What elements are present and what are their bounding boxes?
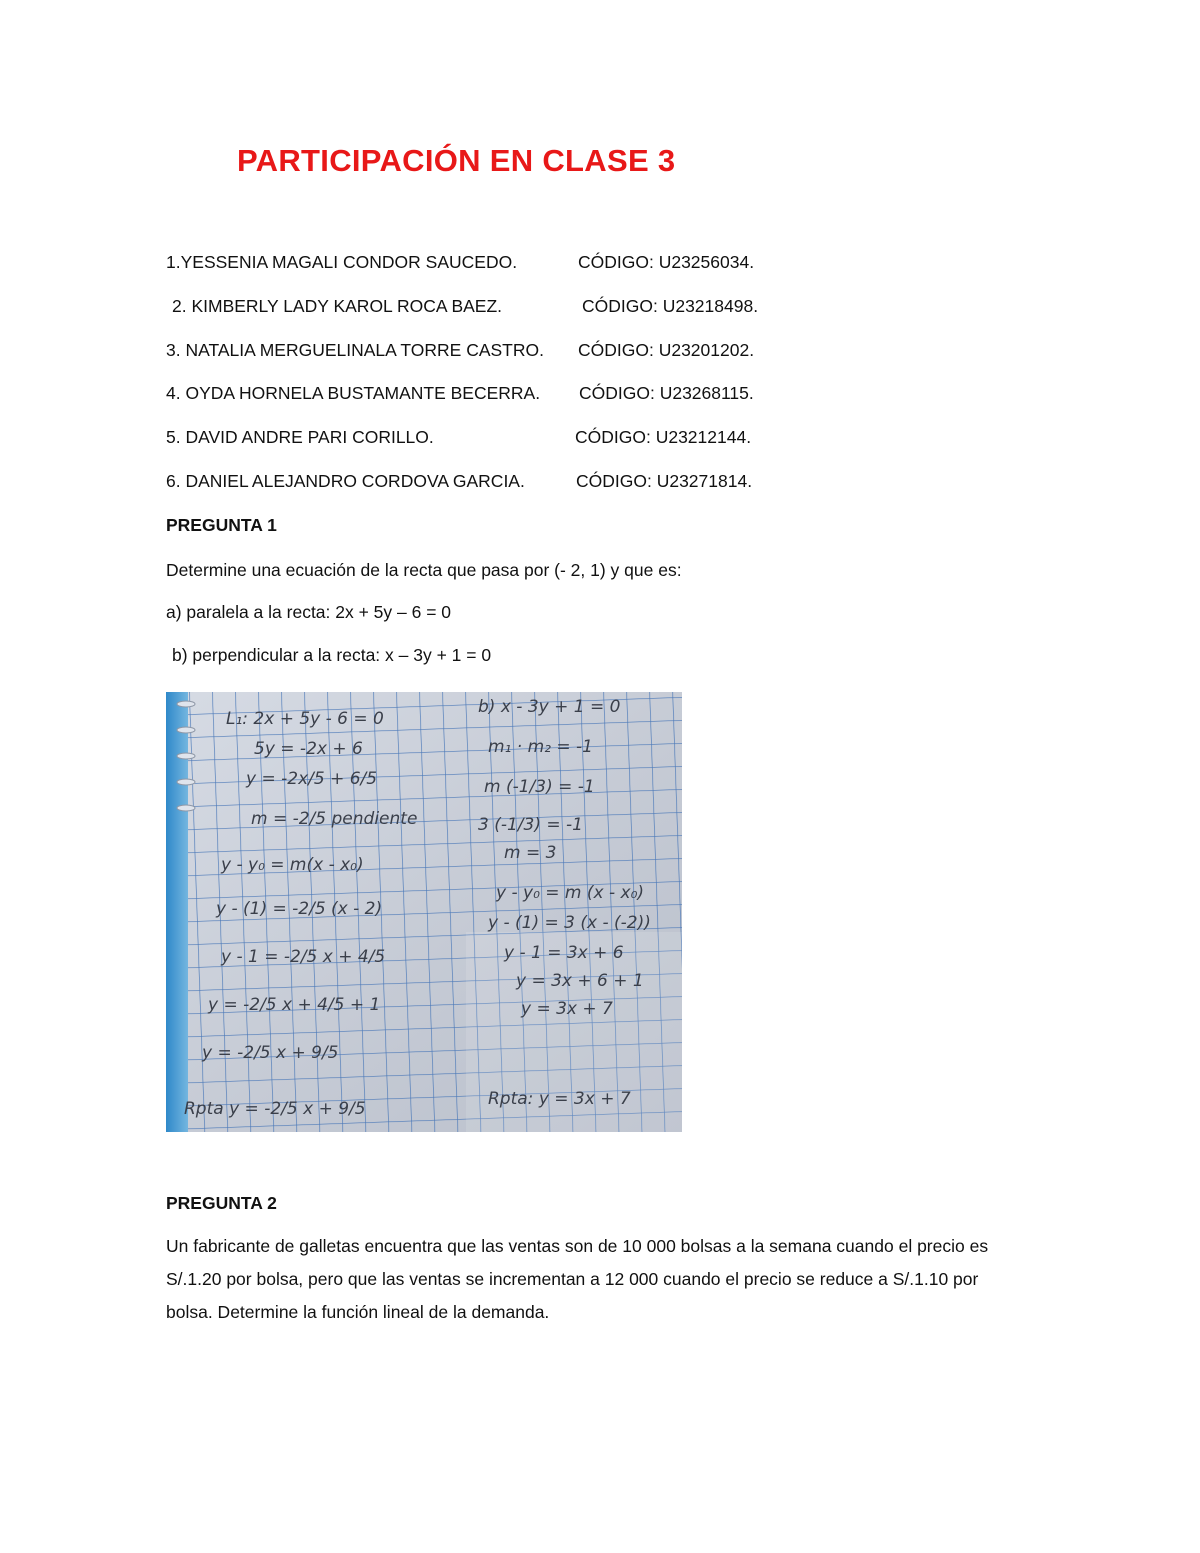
handwritten-line: y = 3x + 6 + 1 xyxy=(516,971,644,991)
member-row xyxy=(0,340,1000,366)
member-row xyxy=(0,296,1000,322)
member-name: 2. KIMBERLY LADY KAROL ROCA BAEZ. xyxy=(172,296,503,316)
handwritten-line: Rpta y = -2/5 x + 9/5 xyxy=(184,1099,366,1119)
member-row xyxy=(0,252,1000,278)
handwritten-line: m (-1/3) = -1 xyxy=(484,777,595,797)
handwritten-line: b) x - 3y + 1 = 0 xyxy=(478,697,621,717)
member-row xyxy=(0,427,1000,453)
member-row xyxy=(0,471,1000,497)
handwritten-line: y = -2x/5 + 6/5 xyxy=(246,769,378,789)
handwritten-line: y - 1 = 3x + 6 xyxy=(504,943,624,963)
handwritten-line: 3 (-1/3) = -1 xyxy=(478,815,583,835)
notebook-grid-image xyxy=(166,692,682,1132)
handwritten-line: y = 3x + 7 xyxy=(521,999,613,1019)
handwritten-line: m = 3 xyxy=(504,843,557,863)
handwritten-line: y - (1) = -2/5 (x - 2) xyxy=(216,899,383,919)
handwritten-line: L₁: 2x + 5y - 6 = 0 xyxy=(226,709,384,729)
member-code: CÓDIGO: U23268115. xyxy=(579,383,754,403)
handwritten-line: y - y₀ = m (x - x₀) xyxy=(496,883,645,903)
member-name: 1.YESSENIA MAGALI CONDOR SAUCEDO. xyxy=(166,252,518,272)
member-code: CÓDIGO: U23218498. xyxy=(582,296,759,316)
handwritten-line: y = -2/5 x + 4/5 + 1 xyxy=(208,995,381,1015)
member-code: CÓDIGO: U23256034. xyxy=(578,252,755,272)
handwritten-line: y = -2/5 x + 9/5 xyxy=(202,1043,339,1063)
handwritten-line: y - y₀ = m(x - x₀) xyxy=(221,855,364,875)
member-code: CÓDIGO: U23271814. xyxy=(576,471,753,491)
page-title: PARTICIPACIÓN EN CLASE 3 xyxy=(237,143,676,178)
question-2-heading: PREGUNTA 2 xyxy=(166,1193,277,1213)
question-2-statement: Un fabricante de galletas encuentra que las ventas son de 10 000 bolsas a la semana cuando el precio es S/.1.20 por bolsa, pero que las ventas se incrementan a 12 000 cuando el precio se reduce a S/.1.10 por bolsa. Determine la función lineal de la demanda. xyxy=(166,1236,989,1322)
member-name: 6. DANIEL ALEJANDRO CORDOVA GARCIA. xyxy=(166,471,525,491)
question-1-part-a: a) paralela a la recta: 2x + 5y – 6 = 0 xyxy=(166,602,452,622)
member-code: CÓDIGO: U23212144. xyxy=(575,427,752,447)
member-row xyxy=(0,383,1000,409)
member-code: CÓDIGO: U23201202. xyxy=(578,340,755,360)
handwritten-line: m₁ · m₂ = -1 xyxy=(488,737,593,757)
member-name: 5. DAVID ANDRE PARI CORILLO. xyxy=(166,427,434,447)
question-1-part-b: b) perpendicular a la recta: x – 3y + 1 = 0 xyxy=(172,645,492,665)
question-1-heading: PREGUNTA 1 xyxy=(166,515,277,535)
member-name: 3. NATALIA MERGUELINALA TORRE CASTRO. xyxy=(166,340,544,360)
member-name: 4. OYDA HORNELA BUSTAMANTE BECERRA. xyxy=(166,383,541,403)
handwritten-line: m = -2/5 pendiente xyxy=(251,809,418,829)
handwritten-line: y - (1) = 3 (x - (-2)) xyxy=(488,913,651,933)
handwritten-solution-photo xyxy=(166,692,682,1132)
handwritten-line: Rpta: y = 3x + 7 xyxy=(488,1089,631,1109)
handwritten-line: y - 1 = -2/5 x + 4/5 xyxy=(221,947,386,967)
question-1-statement: Determine una ecuación de la recta que pasa por (- 2, 1) y que es: xyxy=(166,560,682,580)
handwritten-line: 5y = -2x + 6 xyxy=(254,739,363,759)
